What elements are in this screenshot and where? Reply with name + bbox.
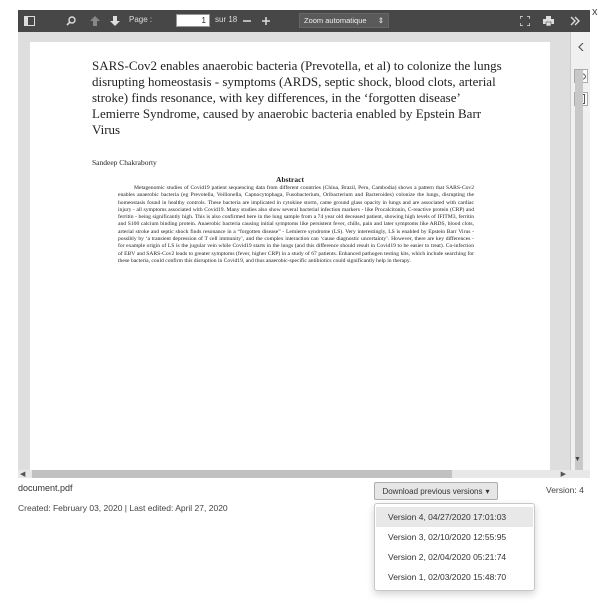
sidebar-toggle-icon[interactable] [24, 14, 35, 28]
pdf-viewer [18, 10, 590, 478]
collapse-chevron-icon[interactable] [574, 40, 588, 54]
select-arrows-icon: ⇕ [377, 16, 384, 25]
document-title: SARS-Cov2 enables anaerobic bacteria (Prevotella, et al) to colonize the lungs disrupting homeostasis - symptoms (ARDS, septic shock, blood clots, arterial stroke) finds resonance, with key differences, in the ‘forgotten disease’ Lemierre Syndrome, caused by anaerobic bacteria enabled by Epstein Barr Virus [92, 58, 502, 137]
pdf-toolbar [18, 10, 590, 32]
page-total: sur 18 [215, 15, 238, 24]
scroll-right-arrow-icon[interactable]: ▶ [560, 471, 566, 478]
vertical-scrollbar[interactable] [575, 70, 583, 470]
more-tools-icon[interactable] [570, 14, 580, 28]
version-item[interactable]: Version 4, 04/27/2020 17:01:03 [376, 507, 533, 527]
zoom-in-icon[interactable] [261, 14, 271, 28]
version-item[interactable]: Version 2, 02/04/2020 05:21:74 [388, 552, 507, 562]
scroll-left-arrow-icon[interactable]: ◀ [20, 471, 26, 478]
version-item[interactable]: Version 1, 02/03/2020 15:48:70 [388, 572, 507, 582]
zoom-value: Zoom automatique [304, 16, 367, 25]
download-versions-label: Download previous versions [382, 486, 483, 496]
abstract-heading: Abstract [276, 175, 304, 184]
file-name: document.pdf [18, 483, 73, 493]
pdf-canvas[interactable] [18, 32, 570, 470]
caret-down-icon: ▾ [485, 486, 490, 496]
current-version: Version: 4 [546, 485, 584, 495]
pdf-page [30, 42, 550, 470]
print-icon[interactable] [543, 14, 554, 28]
download-versions-button[interactable] [374, 482, 498, 500]
search-icon[interactable] [66, 14, 76, 28]
document-author: Sandeep Chakraborty [92, 158, 157, 167]
page-number-input[interactable]: 1 [176, 14, 210, 27]
versions-dropdown [374, 503, 535, 591]
page-label: Page : [129, 15, 153, 24]
file-meta: Created: February 03, 2020 | Last edited: April 27, 2020 [18, 503, 228, 513]
horizontal-scrollbar[interactable] [18, 470, 590, 478]
horizontal-scroll-thumb[interactable] [32, 470, 452, 478]
abstract-text: Metagenomic studies of Covid19 patient sequencing data from different countries (China, Brazil, Peru, Cambodia) shows a pattern that SARS-Cov2 enables anaerobic bacteria (eg Prevotella, Veillonella, Capnocytophaga, Fusobacterium, Oribacterium and Bacteroides) colonize the lungs, disrupting the homeostasis found in healthy controls. These bacteria are implicated in cytokine storm, came ground glass opacity in lungs and are associated with cardiac injury - all symptoms associated with Covid19. Many studies also show several bacterial infection markers - like Procalcitonin, C-reactive protein (CRP) and ferritin - being significantly high. This is also confirmed here in the lung sample from a 74 year old deceased patient, showing high levels of IFITM3, ferritin and S100 calcium binding protein. Anaerobic bacteria causing initial symptoms like persistent fever, chills, pain and later symptoms like ARDS, blood clots, arterial stroke and septic shock finds resonance in a “forgotten disease” - Lemierre syndrome (LS). Very interestingly, LS is enabled by Epstein Barr Virus - possibly by ‘a transient depression of T cell immunity’, and the complex interaction can ‘cause diagnostic uncertainty’. However, there are key differences - for example origin of LS is the jugular vein while Covid19 starts in the lungs (and this difference should result in Covid19 to be easier to treat). Co-infection of EBV and SARS-Cov2 leads to greater symptoms (fever, higher CRP) in a study of 67 patients. Enhanced pathogen testing kits, which include searching for these bacteria, could confirm this disruption in Covid19, and thus anaerobic-specific antibiotics could significantly help in therapy. [118, 185, 474, 264]
version-item[interactable]: Version 3, 02/10/2020 12:55:95 [388, 532, 507, 542]
zoom-select[interactable] [299, 13, 389, 28]
close-icon[interactable]: x [592, 6, 598, 18]
scroll-down-arrow-icon[interactable]: ▼ [574, 456, 581, 463]
zoom-out-icon[interactable] [242, 14, 252, 28]
fullscreen-icon[interactable] [520, 14, 530, 28]
page-up-icon[interactable] [90, 14, 100, 28]
page-down-icon[interactable] [110, 14, 120, 28]
